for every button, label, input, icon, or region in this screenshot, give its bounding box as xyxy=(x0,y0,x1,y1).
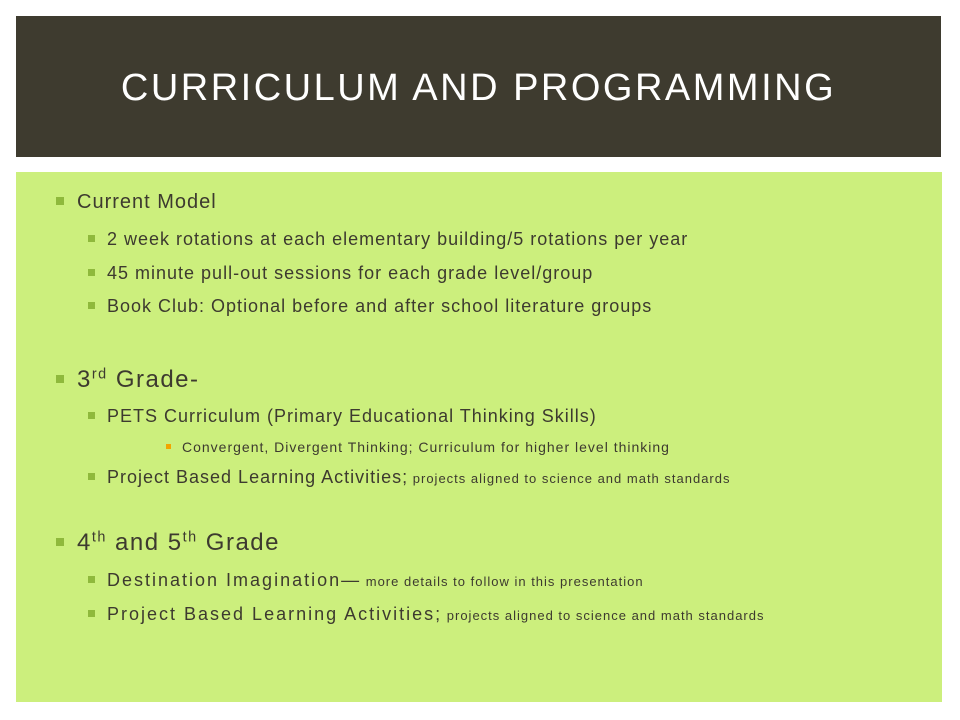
bullet-text: 45 minute pull-out sessions for each grade level/group xyxy=(107,263,594,283)
bullet-text: Book Club: Optional before and after school literature groups xyxy=(107,296,653,316)
slide-title: CURRICULUM AND PROGRAMMING xyxy=(120,67,837,109)
bullet-text: Project Based Learning Activities; projects aligned to science and math standards xyxy=(107,604,765,624)
bullet-text: PETS Curriculum (Primary Educational Thinking Skills) xyxy=(107,406,597,426)
bullet-text: Destination Imagination— more details to follow in this presentation xyxy=(107,570,644,590)
sub-sub-bullet-thinking xyxy=(166,439,670,455)
square-bullet-icon xyxy=(88,235,95,242)
slide-content xyxy=(16,172,942,702)
square-bullet-icon xyxy=(166,444,171,449)
square-bullet-icon xyxy=(88,576,95,583)
bullet-third-grade xyxy=(56,366,200,394)
square-bullet-icon xyxy=(88,302,95,309)
square-bullet-icon xyxy=(88,412,95,419)
bullet-fourth-fifth-grade xyxy=(56,529,280,557)
sub-bullet-book-club xyxy=(88,296,652,317)
bullet-text: Convergent, Divergent Thinking; Curriculum for higher level thinking xyxy=(182,439,670,455)
bullet-text: Current Model xyxy=(77,191,217,213)
bullet-text: Project Based Learning Activities; projects aligned to science and math standards xyxy=(107,467,731,487)
sub-bullet-pbl-third xyxy=(88,467,731,488)
square-bullet-icon xyxy=(88,610,95,617)
bullet-current-model xyxy=(56,191,217,214)
sub-bullet-rotations xyxy=(88,229,688,250)
sub-bullet-sessions xyxy=(88,263,593,284)
square-bullet-icon xyxy=(56,538,64,546)
slide-header xyxy=(16,16,941,157)
square-bullet-icon xyxy=(88,269,95,276)
square-bullet-icon xyxy=(88,473,95,480)
bullet-text: 3rd Grade- xyxy=(77,366,200,393)
sub-bullet-destination-imagination xyxy=(88,570,644,591)
bullet-text: 4th and 5th Grade xyxy=(77,529,280,556)
sub-bullet-pets xyxy=(88,406,597,427)
square-bullet-icon xyxy=(56,197,64,205)
sub-bullet-pbl-fourth-fifth xyxy=(88,604,765,625)
bullet-text: 2 week rotations at each elementary building/5 rotations per year xyxy=(107,229,689,249)
square-bullet-icon xyxy=(56,375,64,383)
